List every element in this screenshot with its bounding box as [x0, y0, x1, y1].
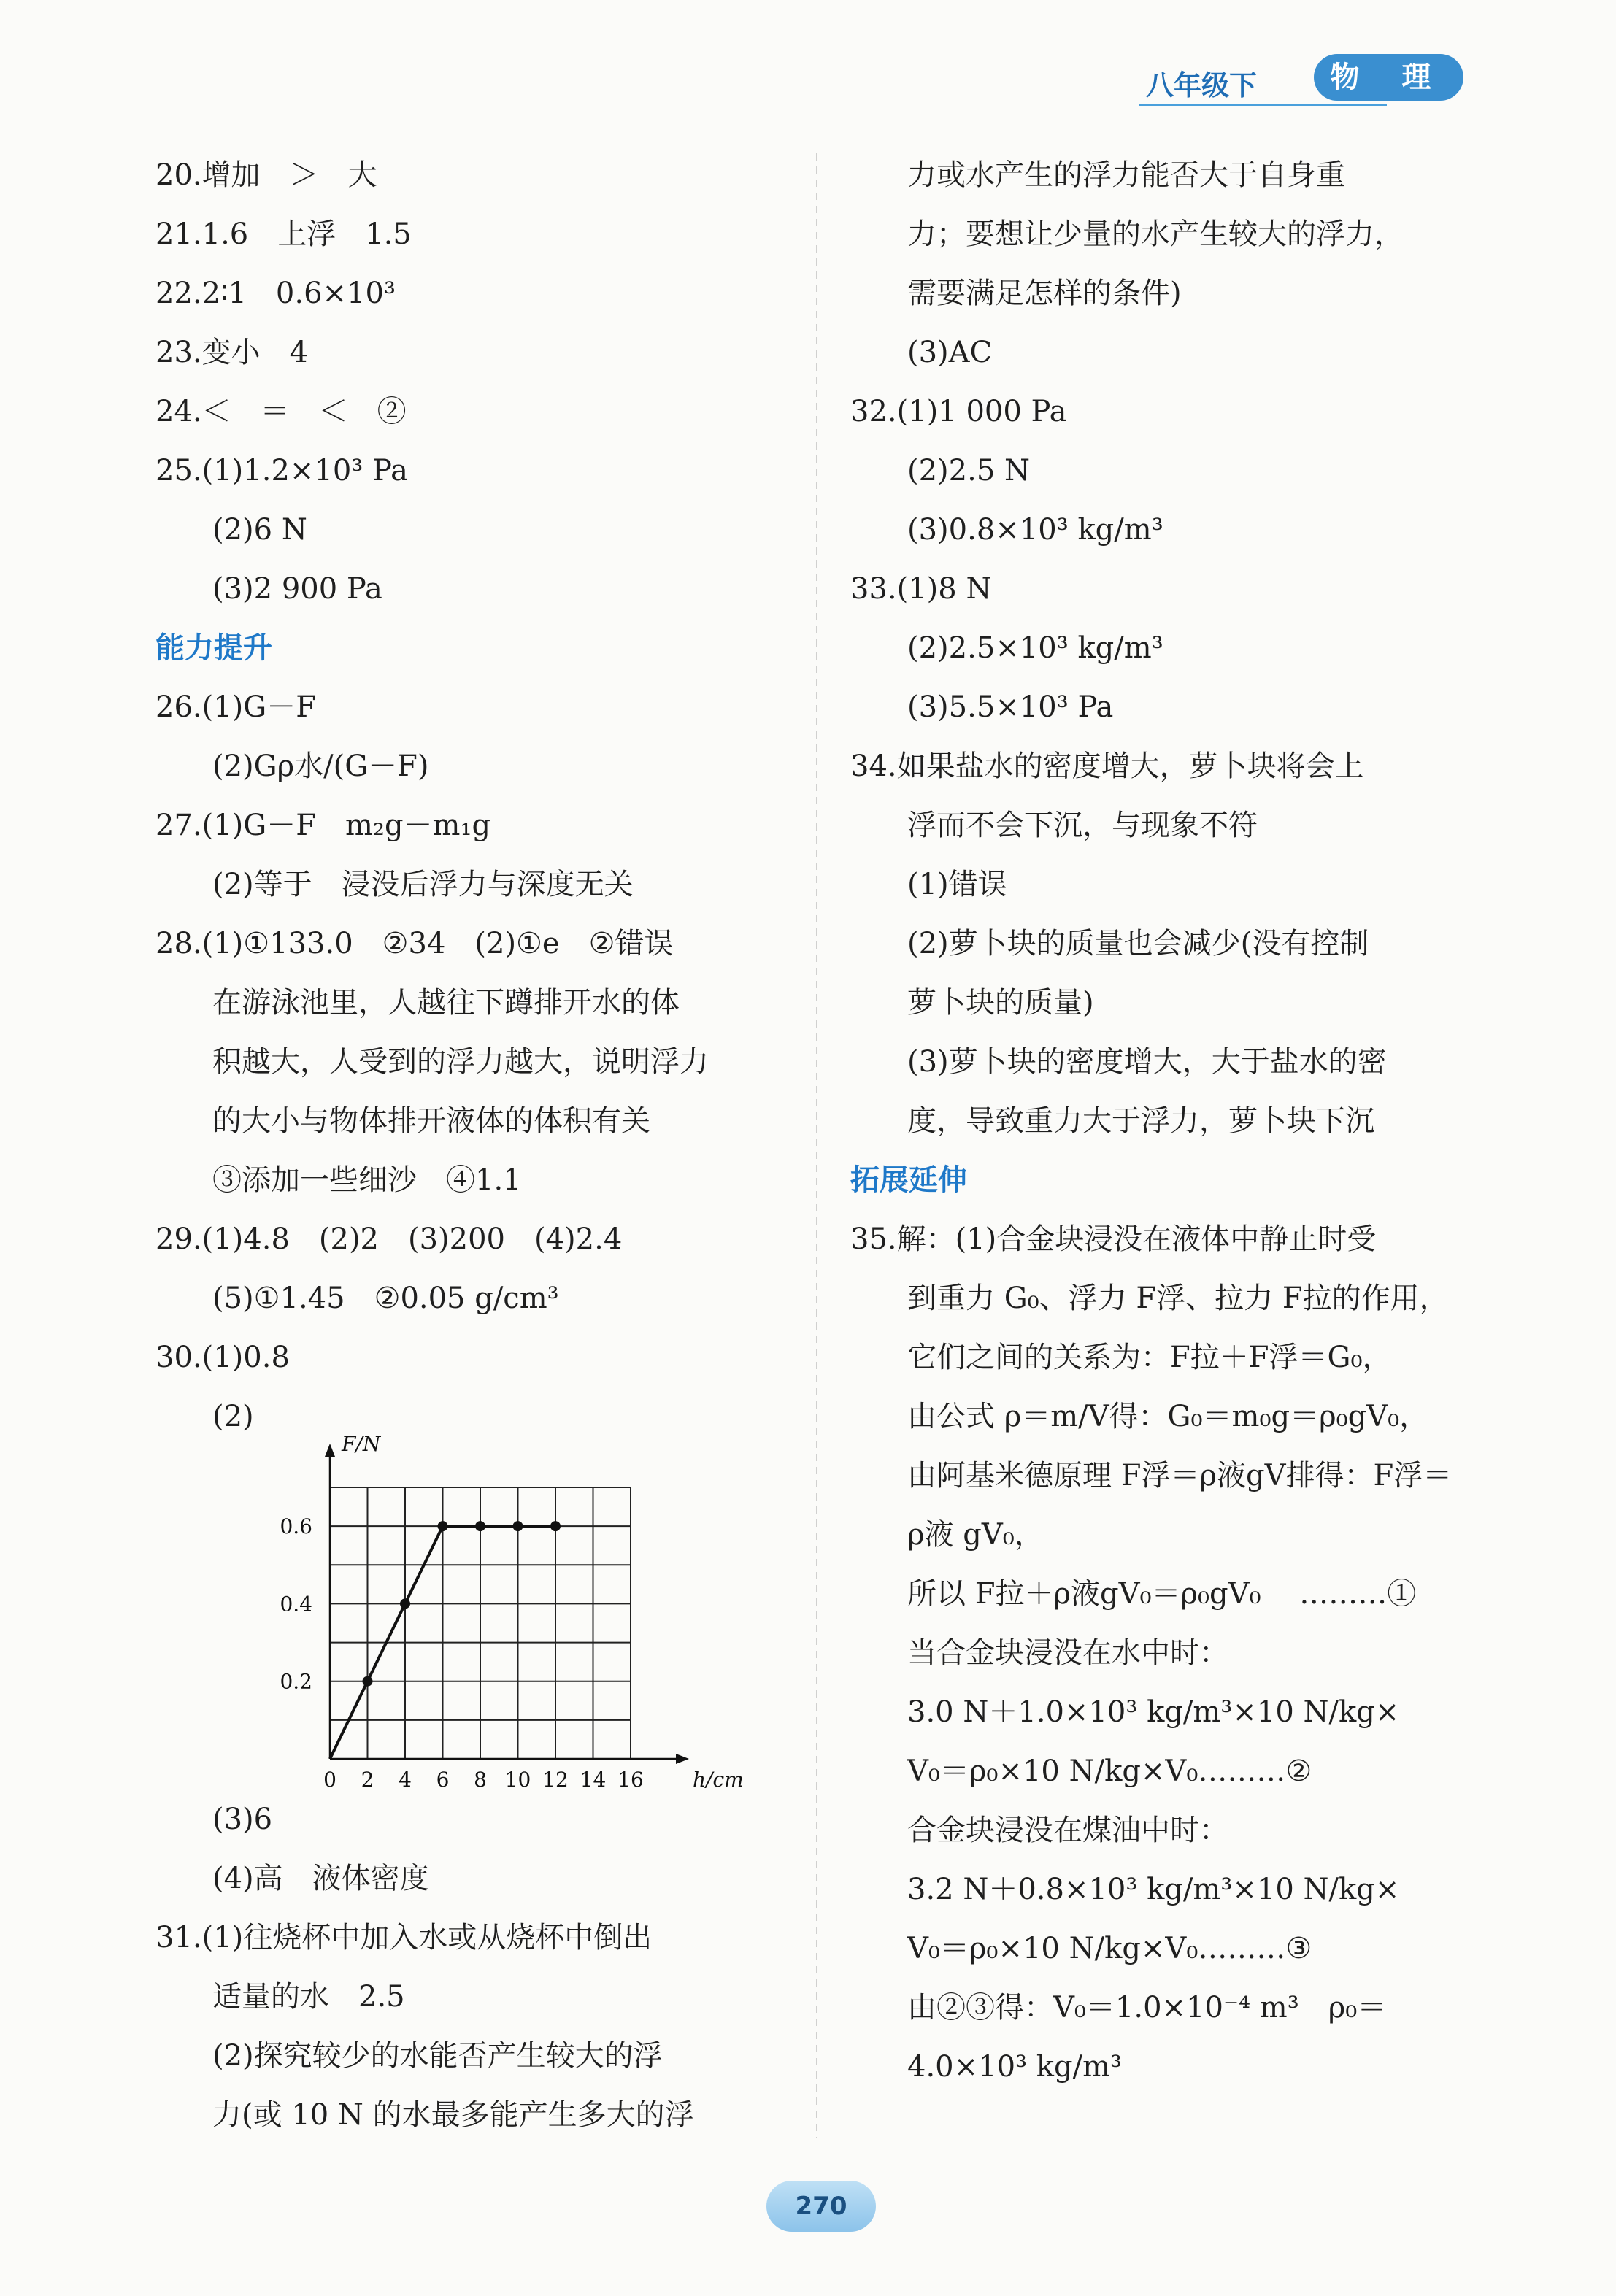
header-rule — [1139, 104, 1387, 106]
x-tick-label: 2 — [361, 1768, 374, 1788]
answer-line: 23.变小 4 — [155, 336, 309, 369]
answer-line: 33.(1)8 N — [850, 572, 992, 606]
answer-line: 20.增加 ＞ 大 — [155, 158, 377, 192]
answer-line: 29.(1)4.8 (2)2 (3)200 (4)2.4 — [155, 1222, 623, 1256]
answer-line: 26.(1)G－F — [155, 690, 316, 724]
answer-line: (3)6 — [212, 1803, 273, 1836]
answer-line: 由公式 ρ＝m/V得：G₀＝m₀g＝ρ₀gV₀， — [907, 1400, 1429, 1433]
answer-line: (3)5.5×10³ Pa — [907, 690, 1114, 724]
right-answers — [850, 146, 1493, 2097]
x-tick-label: 16 — [617, 1768, 644, 1788]
answer-line: V₀＝ρ₀×10 N/kg×V₀………③ — [907, 1932, 1312, 1965]
grade-label: 八年级下 — [1146, 69, 1258, 101]
force-depth-chart — [241, 1409, 752, 1788]
data-point — [550, 1521, 561, 1531]
answer-line: 力(或 10 N 的水最多能产生多大的浮 — [212, 2098, 694, 2132]
data-point — [475, 1521, 485, 1531]
page-number: 270 — [766, 2181, 876, 2232]
answer-line: 21.1.6 上浮 1.5 — [155, 217, 412, 251]
x-tick-label: 12 — [542, 1768, 569, 1788]
y-tick-label: 0.6 — [280, 1514, 312, 1539]
answer-line: V₀＝ρ₀×10 N/kg×V₀………② — [907, 1754, 1312, 1788]
answer-line: 所以 F拉＋ρ液gV₀＝ρ₀gV₀ ………① — [907, 1577, 1417, 1611]
answer-line: (2) — [212, 1400, 254, 1433]
answer-line: (1)错误 — [907, 868, 1007, 901]
answer-line: (2)萝卜块的质量也会减少(没有控制 — [907, 927, 1369, 960]
left-answers — [155, 146, 798, 1446]
column-divider — [816, 153, 817, 2138]
x-tick-label: 4 — [399, 1768, 412, 1788]
answer-line: 适量的水 2.5 — [212, 1980, 405, 2014]
answer-line: (2)等于 浸没后浮力与深度无关 — [212, 868, 634, 901]
left-column-bottom — [155, 1790, 798, 2145]
section-heading: 拓展延伸 — [850, 1163, 967, 1197]
answer-line: ③添加一些细沙 ④1.1 — [212, 1163, 522, 1197]
answer-line: 32.(1)1 000 Pa — [850, 395, 1067, 428]
x-tick-label: 6 — [436, 1768, 450, 1788]
answer-line: 27.(1)G－F m₂g－m₁g — [155, 809, 491, 842]
answer-line: 3.0 N＋1.0×10³ kg/m³×10 N/kg× — [907, 1695, 1400, 1729]
answer-line: 24.＜ ＝ ＜ ② — [155, 395, 407, 428]
answer-line: 力或水产生的浮力能否大于自身重 — [907, 158, 1345, 192]
answer-line: 由阿基米德原理 F浮＝ρ液gV排得：F浮＝ — [907, 1459, 1453, 1492]
data-point — [513, 1521, 523, 1531]
answer-line: (3)0.8×10³ kg/m³ — [907, 513, 1163, 547]
y-axis-label: F/N — [342, 1432, 381, 1456]
answer-line: 合金块浸没在煤油中时： — [907, 1814, 1228, 1847]
answer-line: 30.(1)0.8 — [155, 1341, 290, 1374]
page-header — [1117, 51, 1482, 117]
answer-line: ρ液 gV₀， — [907, 1518, 1044, 1552]
answer-line: (3)萝卜块的密度增大，大于盐水的密 — [907, 1045, 1387, 1079]
y-axis-arrow — [325, 1444, 335, 1457]
answer-line: 需要满足怎样的条件) — [907, 277, 1182, 310]
x-tick-label: 8 — [474, 1768, 487, 1788]
left-answers-continued — [155, 1790, 798, 2145]
answer-line: (2)探究较少的水能否产生较大的浮 — [212, 2039, 663, 2073]
x-axis-arrow — [676, 1754, 689, 1764]
answer-line: 浮而不会下沉，与现象不符 — [907, 809, 1258, 842]
answer-line: (2)Gρ水/(G－F) — [212, 750, 429, 783]
answer-line: 31.(1)往烧杯中加入水或从烧杯中倒出 — [155, 1921, 653, 1954]
answer-line: 积越大，人受到的浮力越大，说明浮力 — [212, 1045, 709, 1079]
answer-line: 当合金块浸没在水中时： — [907, 1636, 1228, 1670]
answer-line: 34.如果盐水的密度增大，萝卜块将会上 — [850, 750, 1364, 783]
chart-svg — [241, 1409, 752, 1788]
answer-line: 在游泳池里，人越往下蹲排开水的体 — [212, 986, 680, 1020]
answer-line: (5)①1.45 ②0.05 g/cm³ — [212, 1282, 559, 1315]
answer-line: 的大小与物体排开液体的体积有关 — [212, 1104, 650, 1138]
answer-line: 3.2 N＋0.8×10³ kg/m³×10 N/kg× — [907, 1873, 1400, 1906]
answer-line: (2)6 N — [212, 513, 307, 547]
right-column — [850, 146, 1493, 2097]
answer-line: 22.2∶1 0.6×10³ — [155, 277, 396, 310]
answer-line: 到重力 G₀、浮力 F浮、拉力 F拉的作用， — [907, 1282, 1449, 1315]
answer-line: 由②③得：V₀＝1.0×10⁻⁴ m³ ρ₀＝ — [907, 1991, 1387, 2025]
x-tick-label: 0 — [323, 1768, 336, 1788]
y-tick-label: 0.2 — [280, 1669, 312, 1694]
answer-line: 28.(1)①133.0 ②34 (2)①e ②错误 — [155, 927, 674, 960]
answer-line: (3)2 900 Pa — [212, 572, 382, 606]
answer-line: 度，导致重力大于浮力，萝卜块下沉 — [907, 1104, 1374, 1138]
data-point — [363, 1676, 373, 1687]
answer-line: 力；要想让少量的水产生较大的浮力， — [907, 217, 1404, 251]
answer-line: 4.0×10³ kg/m³ — [907, 2050, 1123, 2084]
subject-badge: 物 理 — [1314, 54, 1463, 101]
answer-line: 35.解：(1)合金块浸没在液体中静止时受 — [850, 1222, 1377, 1256]
left-column — [155, 146, 798, 1446]
answer-line: 25.(1)1.2×10³ Pa — [155, 454, 409, 488]
x-tick-label: 10 — [504, 1768, 531, 1788]
answer-line: (2)2.5 N — [907, 454, 1030, 488]
answer-line: 萝卜块的质量) — [907, 986, 1094, 1020]
answer-line: 它们之间的关系为：F拉＋F浮＝G₀， — [907, 1341, 1392, 1374]
data-point — [438, 1521, 448, 1531]
answer-line: (4)高 液体密度 — [212, 1862, 429, 1895]
x-tick-label: 14 — [580, 1768, 607, 1788]
data-point — [400, 1598, 410, 1609]
answer-line: (3)AC — [907, 336, 993, 369]
section-heading: 能力提升 — [155, 631, 272, 665]
answer-line: (2)2.5×10³ kg/m³ — [907, 631, 1163, 665]
x-axis-label: h/cm — [693, 1768, 744, 1788]
y-tick-label: 0.4 — [280, 1592, 312, 1617]
